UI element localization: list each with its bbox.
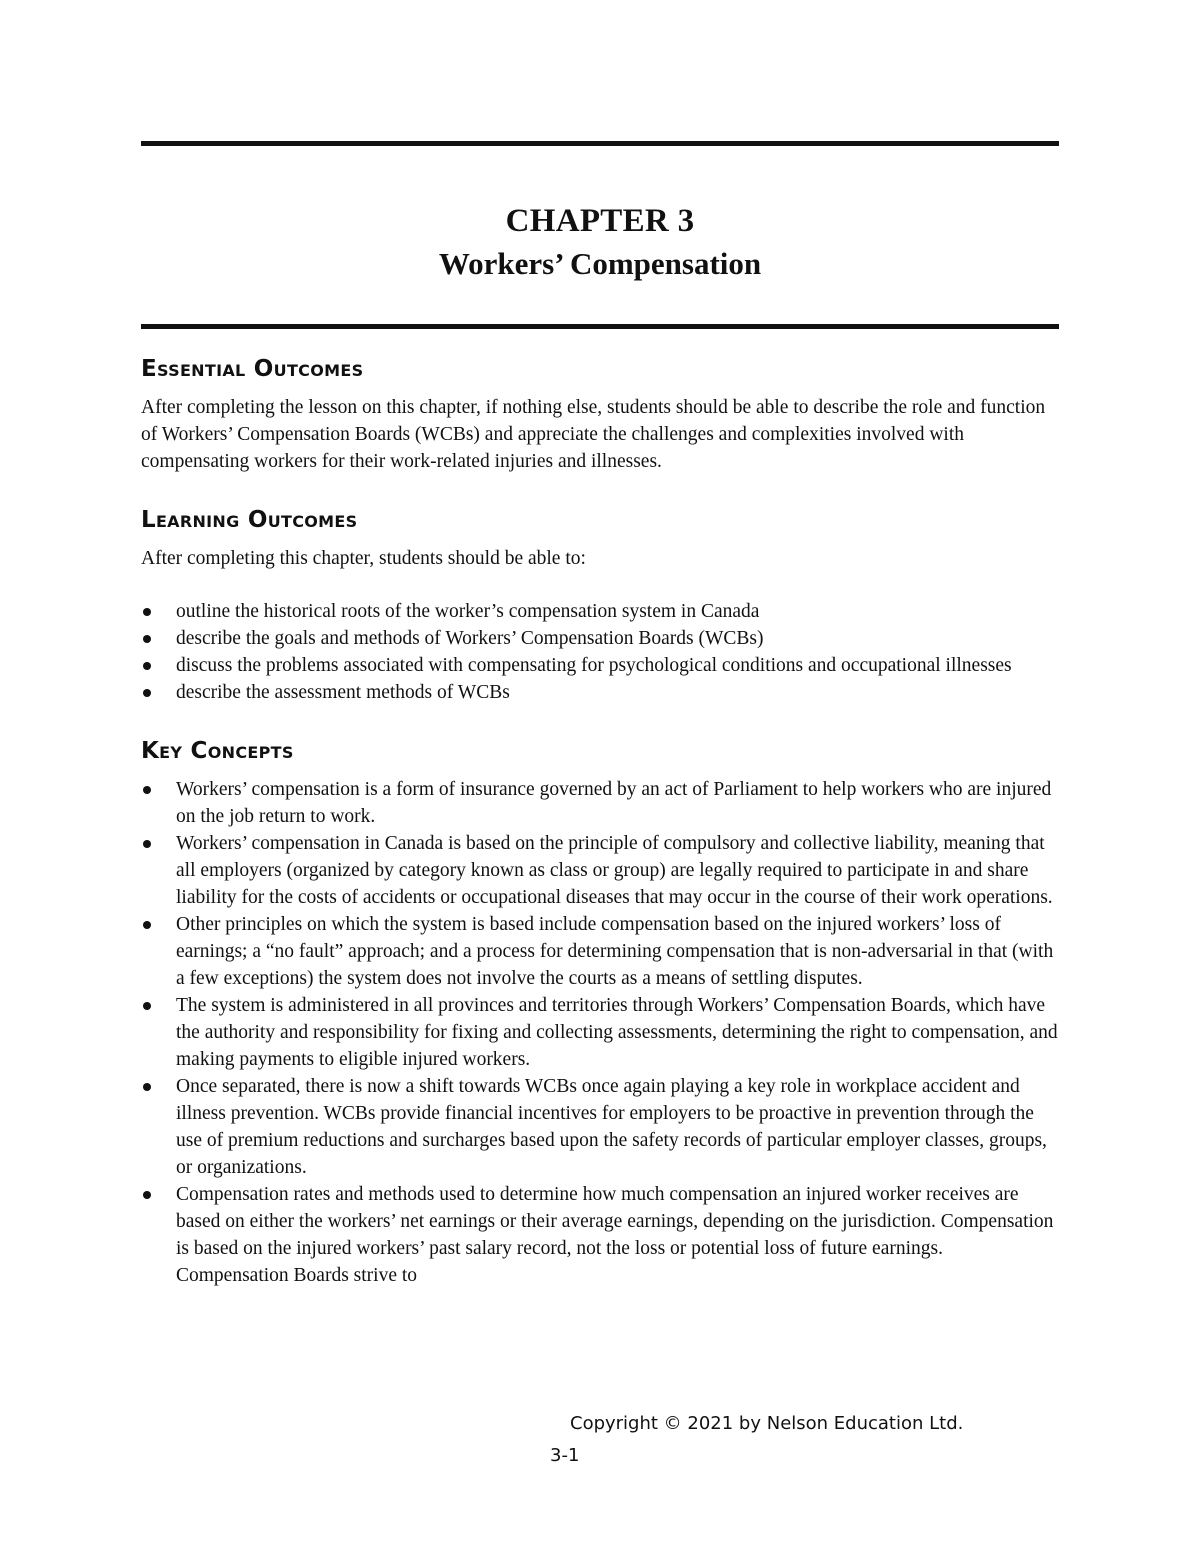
copyright-notice: Copyright © 2021 by Nelson Education Ltd. xyxy=(570,1413,964,1434)
key-concepts-list xyxy=(141,776,1059,1289)
list-item: Compensation rates and methods used to determine how much compensation an injured worker receives are based on either the workers’ net earnings or their average earnings, depending on the jurisdiction. Compensation is based on the injured workers’ past salary record, not the loss or potential loss of future earnings. Compensation Boards strive to xyxy=(141,1181,1059,1289)
key-concepts-heading: Key Concepts xyxy=(141,738,294,764)
list-item: describe the goals and methods of Workers’ Compensation Boards (WCBs) xyxy=(141,625,1059,652)
bullet-icon xyxy=(143,921,151,929)
learning-outcomes-heading: Learning Outcomes xyxy=(141,507,358,533)
list-item: describe the assessment methods of WCBs xyxy=(141,679,1059,706)
document-page xyxy=(141,0,1059,1553)
list-item: outline the historical roots of the worker’s compensation system in Canada xyxy=(141,598,1059,625)
learning-outcomes-list xyxy=(141,598,1059,706)
list-item: Workers’ compensation in Canada is based on the principle of compulsory and collective liability, meaning that all employers (organized by category known as class or group) are legally required to participate in and share liability for the costs of accidents or occupational diseases that may occur in the course of their work operations. xyxy=(141,830,1059,911)
bullet-icon xyxy=(143,1002,151,1010)
list-item: The system is administered in all provinces and territories through Workers’ Compensation Boards, which have the authority and responsibility for fixing and collecting assessments, determining the right to compensation, and making payments to eligible injured workers. xyxy=(141,992,1059,1073)
learning-outcomes-intro: After completing this chapter, students should be able to: xyxy=(141,548,586,569)
bottom-rule xyxy=(141,324,1059,329)
chapter-heading xyxy=(141,200,1059,286)
bullet-icon xyxy=(143,635,151,643)
essential-outcomes-text: After completing the lesson on this chapter, if nothing else, students should be able to describe the role and function of Workers’ Compensation Boards (WCBs) and appreciate the challenges and complexities involved with compensating workers for their work-related injuries and illnesses. xyxy=(141,397,1046,472)
top-rule xyxy=(141,141,1059,146)
chapter-number: CHAPTER 3 xyxy=(505,203,695,239)
bullet-icon xyxy=(143,689,151,697)
chapter-title: Workers’ Compensation xyxy=(438,246,762,281)
bullet-icon xyxy=(143,1083,151,1091)
bullet-icon xyxy=(143,662,151,670)
bullet-icon xyxy=(143,786,151,794)
bullet-icon xyxy=(143,1191,151,1199)
chapter-content xyxy=(141,352,1059,1289)
bullet-icon xyxy=(143,608,151,616)
page-number: 3-1 xyxy=(550,1445,580,1466)
essential-outcomes-heading: Essential Outcomes xyxy=(141,356,364,382)
list-item: Once separated, there is now a shift towards WCBs once again playing a key role in workplace accident and illness prevention. WCBs provide financial incentives for employers to be proactive in prevention through the use of premium reductions and surcharges based upon the safety records of particular employer classes, groups, or organizations. xyxy=(141,1073,1059,1181)
bullet-icon xyxy=(143,840,151,848)
list-item: Workers’ compensation is a form of insurance governed by an act of Parliament to help workers who are injured on the job return to work. xyxy=(141,776,1059,830)
list-item: discuss the problems associated with compensating for psychological conditions and occupational illnesses xyxy=(141,652,1059,679)
list-item: Other principles on which the system is based include compensation based on the injured workers’ loss of earnings; a “no fault” approach; and a process for determining compensation that is non-adversarial in that (with a few exceptions) the system does not involve the courts as a means of settling disputes. xyxy=(141,911,1059,992)
